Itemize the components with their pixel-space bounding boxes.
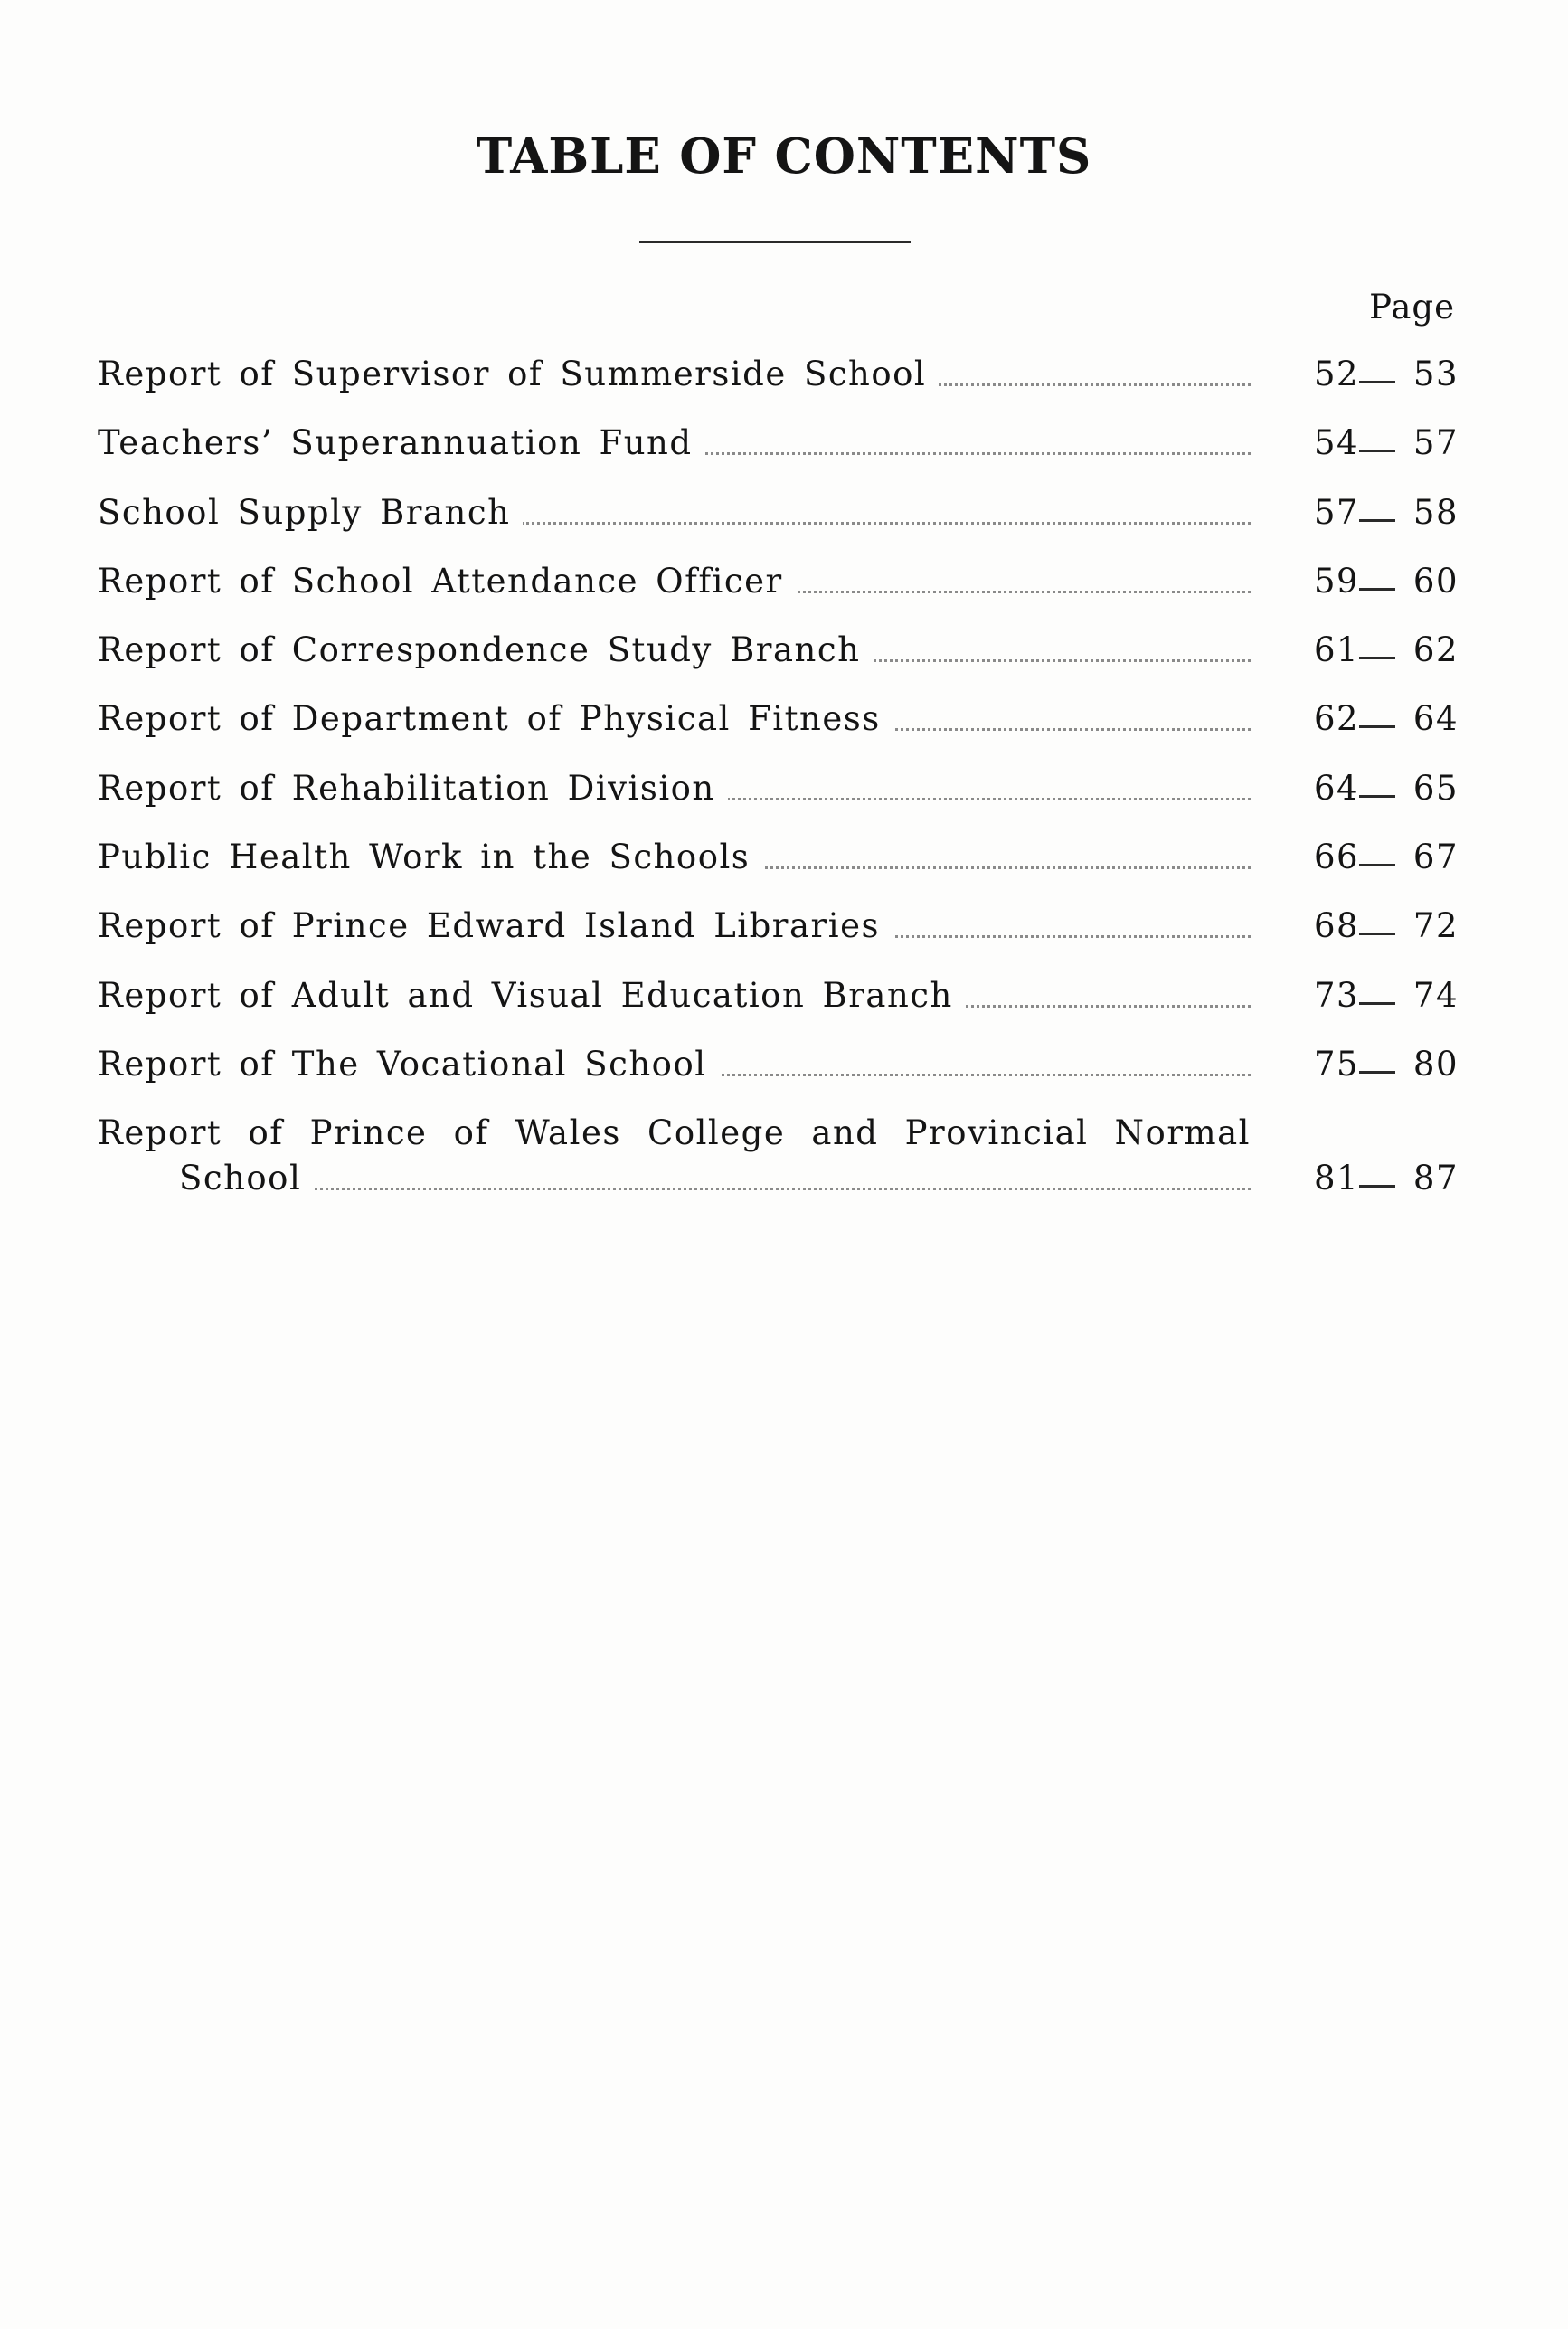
page-range-dash bbox=[1359, 381, 1395, 383]
toc-entry[interactable] bbox=[98, 1045, 1459, 1113]
page-start: 52 bbox=[1314, 355, 1360, 393]
toc-entry[interactable] bbox=[98, 906, 1459, 975]
toc-entry[interactable] bbox=[98, 699, 1459, 768]
toc-entry-title: Report of Supervisor of Summerside School bbox=[98, 355, 939, 393]
toc-entry-title: Report of Correspondence Study Branch bbox=[98, 630, 873, 669]
toc-entry-title: Public Health Work in the Schools bbox=[98, 838, 762, 876]
page-range-dash bbox=[1359, 1002, 1395, 1005]
page-start: 62 bbox=[1314, 699, 1360, 739]
page-end: 74 bbox=[1412, 975, 1459, 1015]
page-start: 66 bbox=[1314, 838, 1360, 877]
toc-entry-title: Teachers’ Superannuation Fund bbox=[98, 423, 705, 462]
toc-entry-title: Report of Prince Edward Island Libraries bbox=[98, 906, 893, 945]
page-range-dash bbox=[1359, 1185, 1395, 1188]
page-end: 60 bbox=[1412, 561, 1459, 601]
toc-entry-title: Report of Department of Physical Fitness bbox=[98, 699, 893, 738]
page-start: 75 bbox=[1314, 1044, 1360, 1084]
page-end: 87 bbox=[1412, 1159, 1459, 1198]
page-end: 57 bbox=[1412, 423, 1459, 463]
toc-entry[interactable] bbox=[98, 1113, 1459, 1213]
toc-entry-title: School Supply Branch bbox=[98, 493, 523, 532]
page-end: 72 bbox=[1412, 906, 1459, 946]
toc-entry-title: Report of The Vocational School bbox=[98, 1045, 720, 1084]
toc-entry[interactable] bbox=[98, 630, 1459, 699]
page-end: 58 bbox=[1412, 492, 1459, 532]
title-divider bbox=[639, 241, 911, 243]
page-start: 73 bbox=[1314, 975, 1360, 1015]
page-start: 54 bbox=[1314, 423, 1360, 463]
toc-entry-title-line1: Report of Prince of Wales College and Provincial Normal bbox=[98, 1113, 1251, 1153]
page-range-dash bbox=[1359, 588, 1395, 591]
page-end: 67 bbox=[1412, 838, 1459, 877]
page-end: 64 bbox=[1412, 699, 1459, 739]
page-range-dash bbox=[1359, 725, 1395, 728]
page-range-dash bbox=[1359, 450, 1395, 452]
toc-entry-title: Report of School Attendance Officer bbox=[98, 562, 796, 601]
page-start: 81 bbox=[1314, 1159, 1360, 1198]
page-range-dash bbox=[1359, 519, 1395, 522]
page-start: 57 bbox=[1314, 492, 1360, 532]
page-range-dash bbox=[1359, 657, 1395, 659]
toc-entry-title: Report of Adult and Visual Education Branch bbox=[98, 976, 966, 1015]
page-range-dash bbox=[1359, 1071, 1395, 1074]
page-title: TABLE OF CONTENTS bbox=[476, 128, 1092, 185]
toc-entry[interactable] bbox=[98, 769, 1459, 838]
toc-entry[interactable] bbox=[98, 423, 1459, 492]
page-end: 53 bbox=[1412, 355, 1459, 393]
page-range-dash bbox=[1359, 795, 1395, 798]
page-start: 59 bbox=[1314, 561, 1360, 601]
toc-entry[interactable] bbox=[98, 355, 1459, 423]
page-start: 61 bbox=[1314, 630, 1360, 670]
toc-entry[interactable] bbox=[98, 493, 1459, 562]
toc-entry-title: Report of Rehabilitation Division bbox=[98, 769, 728, 808]
page-column-label: Page bbox=[1369, 288, 1455, 327]
page-start: 68 bbox=[1314, 906, 1360, 946]
dot-leader bbox=[179, 1188, 1251, 1190]
page-start: 64 bbox=[1314, 768, 1360, 808]
toc-entry-title-line2: School bbox=[179, 1159, 314, 1198]
page-range-dash bbox=[1359, 933, 1395, 935]
toc-list bbox=[98, 355, 1459, 1213]
toc-entry[interactable] bbox=[98, 976, 1459, 1045]
toc-entry[interactable] bbox=[98, 838, 1459, 906]
toc-entry[interactable] bbox=[98, 562, 1459, 630]
page-end: 65 bbox=[1412, 768, 1459, 808]
page-end: 62 bbox=[1412, 630, 1459, 670]
page-end: 80 bbox=[1412, 1044, 1459, 1084]
page-range-dash bbox=[1359, 864, 1395, 866]
